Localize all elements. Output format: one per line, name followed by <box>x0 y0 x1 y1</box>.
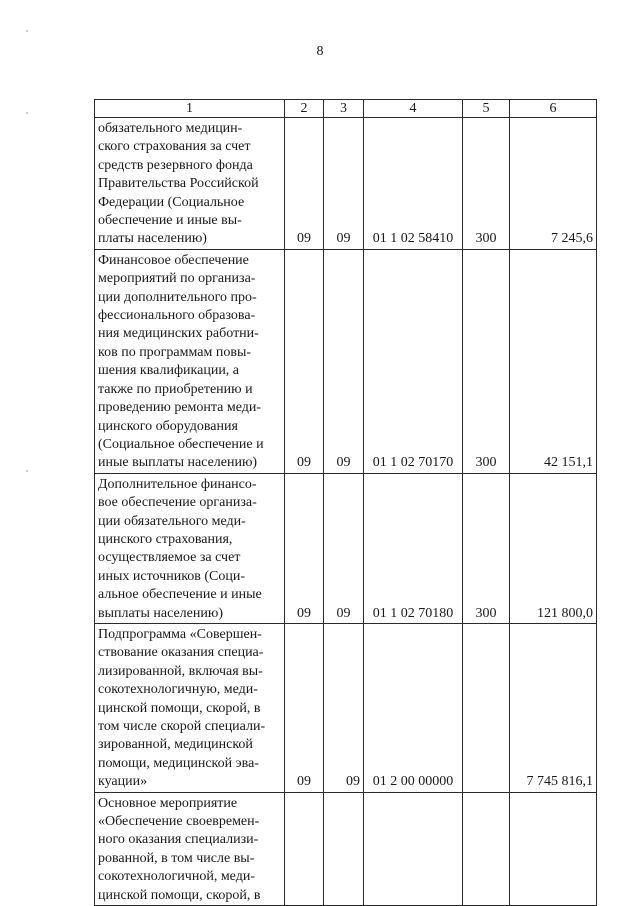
table-header-row <box>95 100 597 118</box>
amount: 42 151,1 <box>510 249 597 473</box>
target-article-code: 01 2 00 00000 <box>364 623 463 792</box>
column-header: 6 <box>510 100 597 118</box>
expense-type-code <box>463 792 510 905</box>
amount: 121 800,0 <box>510 473 597 623</box>
target-article-code: 01 1 02 70170 <box>364 249 463 473</box>
scan-speck <box>26 112 28 114</box>
amount: 7 245,6 <box>510 118 597 250</box>
subsection-code <box>324 792 364 905</box>
scan-speck <box>26 470 28 472</box>
row-description: Подпрограмма «Совершен- ствование оказания специа- лизированной, включая вы- сокотехнологичную, меди- цинской помощи, скорой, в том числе скорой специали- зированной, медицинской помощи, медицинской эва- куации» <box>95 623 285 792</box>
row-description: Основное мероприятие «Обеспечение своевремен- ного оказания специализи- рованной, в том числе вы- сокотехнологичной, меди- цинской помощи, скорой, в <box>95 792 285 905</box>
column-header: 3 <box>324 100 364 118</box>
section-code: 09 <box>285 473 324 623</box>
expense-type-code: 300 <box>463 118 510 250</box>
column-header: 2 <box>285 100 324 118</box>
row-description: Дополнительное финансо- вое обеспечение организа- ции обязательного меди- цинского страхования, осуществляемое за счет иных источников (Соци- альное обеспечение и иные выплаты населению) <box>95 473 285 623</box>
page-number: 8 <box>316 44 324 59</box>
table-row <box>95 792 597 905</box>
expense-type-code <box>463 623 510 792</box>
column-header: 1 <box>95 100 285 118</box>
subsection-code: 09 <box>324 249 364 473</box>
target-article-code: 01 1 02 70180 <box>364 473 463 623</box>
subsection-code: 09 <box>324 623 364 792</box>
section-code: 09 <box>285 623 324 792</box>
section-code <box>285 792 324 905</box>
target-article-code: 01 1 02 58410 <box>364 118 463 250</box>
scan-speck <box>26 30 28 32</box>
section-code: 09 <box>285 118 324 250</box>
row-description: Финансовое обеспечение мероприятий по организа- ции дополнительного про- фессионального образова- ния медицинских работни- ков по программам повы- шения квалификации, а также по приобретению и проведению ремонта меди- цинского оборудования (Социальное обеспечение и иные выплаты населению) <box>95 249 285 473</box>
budget-table <box>94 99 597 906</box>
amount: 7 745 816,1 <box>510 623 597 792</box>
section-code: 09 <box>285 249 324 473</box>
target-article-code <box>364 792 463 905</box>
column-header: 4 <box>364 100 463 118</box>
table-row <box>95 623 597 792</box>
amount <box>510 792 597 905</box>
table-row <box>95 249 597 473</box>
expense-type-code: 300 <box>463 249 510 473</box>
table-row <box>95 473 597 623</box>
expense-type-code: 300 <box>463 473 510 623</box>
column-header: 5 <box>463 100 510 118</box>
subsection-code: 09 <box>324 118 364 250</box>
row-description: обязательного медицин- ского страхования за счет средств резервного фонда Правительства Российской Федерации (Социальное обеспечение и иные вы- платы населению) <box>95 118 285 250</box>
subsection-code: 09 <box>324 473 364 623</box>
table-row <box>95 118 597 250</box>
